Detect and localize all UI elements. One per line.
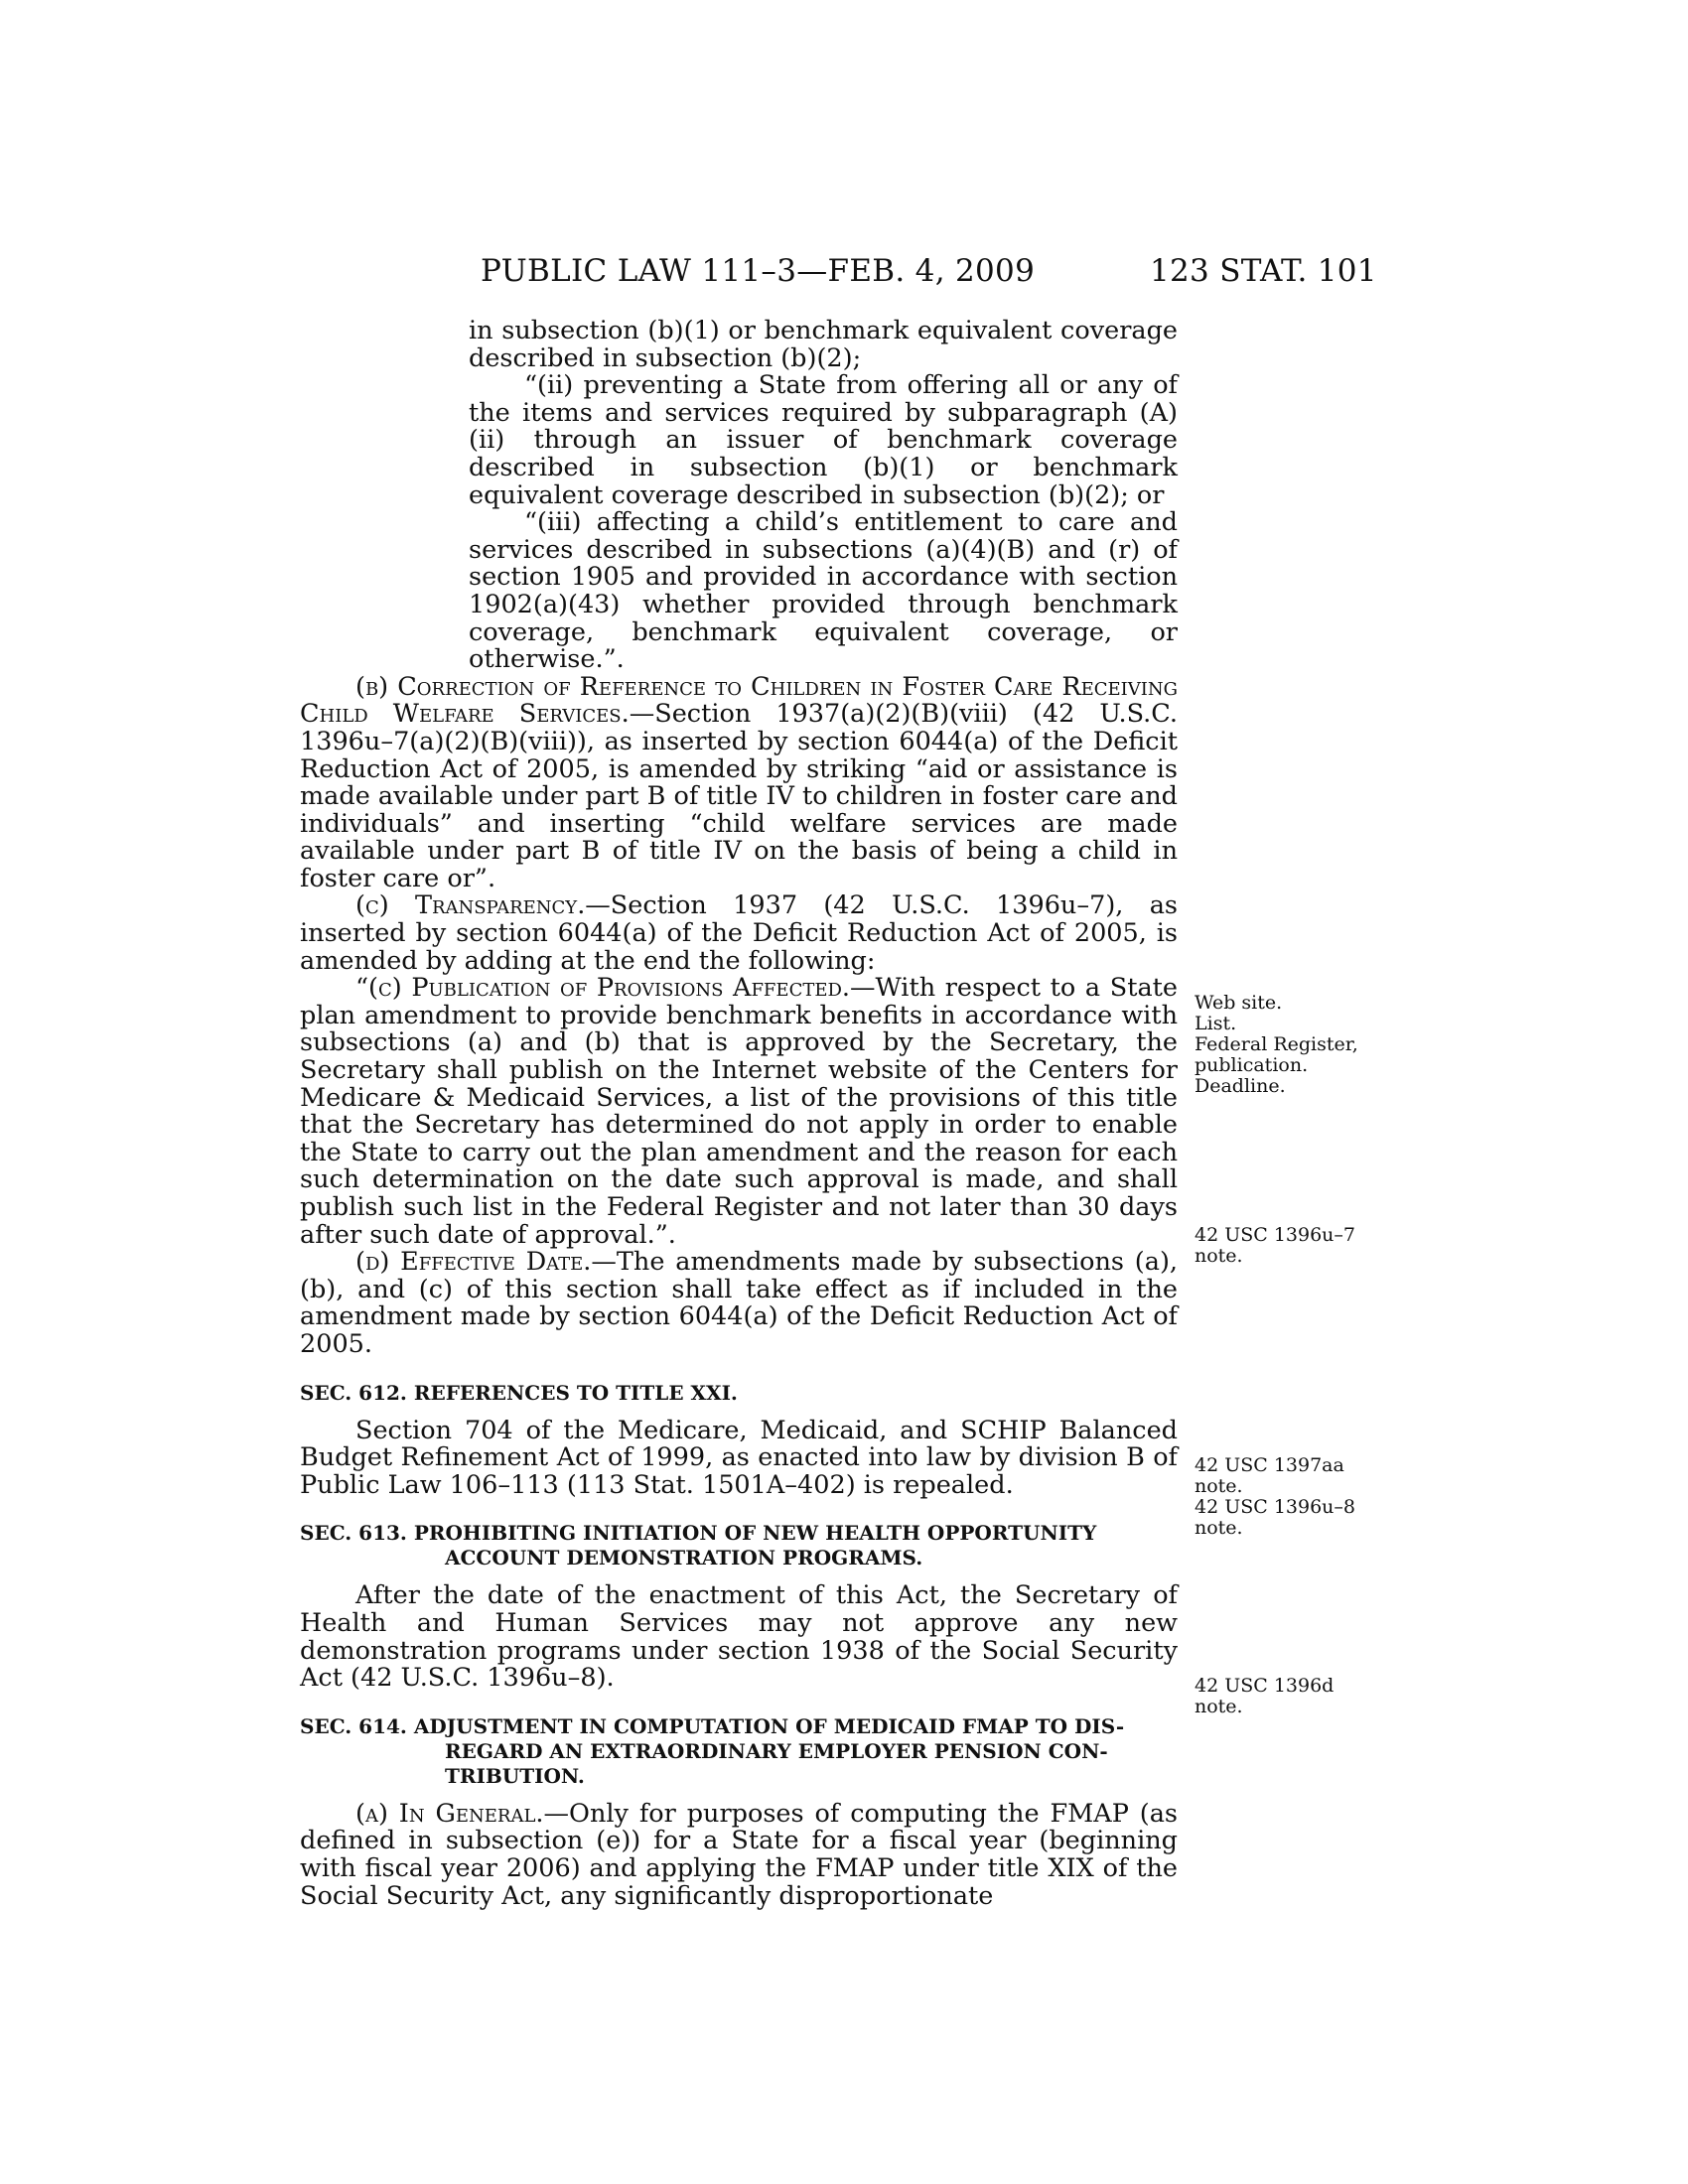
subsection-a-text: —Only for purposes of computing the FMAP (as defined in subsection (e)) for a State for a fiscal year (beginning with fiscal year 2006) and applying the FMAP under title XIX of the Social Security Act, any significantly disproportionate (300, 1798, 1178, 1911)
margin-note-1397aa-1396u-8 (1195, 1455, 1393, 1539)
margin-note-line: note. (1195, 1696, 1243, 1717)
margin-note-line: note. (1195, 1245, 1243, 1267)
margin-note-line: note. (1195, 1475, 1243, 1497)
subsection-b (300, 671, 1178, 893)
subsection-d-text: —The amendments made by subsections (a), (b), and (c) of this section shall take effect as if included in the amendment made by section 6044(a) of the Deficit Reduction Act of 2005. (300, 1247, 1179, 1359)
margin-note-line: 42 USC 1397aa (1195, 1454, 1344, 1476)
margin-note-line: note. (1195, 1517, 1243, 1539)
running-header-right: 123 STAT. 101 (1150, 253, 1377, 289)
subsection-d-heading: (d) Effective Date. (355, 1247, 592, 1278)
clause-iii: “(iii) affecting a child’s entitlement to care and services described in subsections (a)(4)(B) and (r) of section 1905 and provided in accordance with section 1902(a)(43) whether provided through benchmark coverage, benchmark equivalent coverage, or otherwise.”. (469, 507, 1178, 675)
paragraph-continuation: in subsection (b)(1) or benchmark equivalent coverage described in subsection (b)(2); (469, 316, 1178, 373)
subsection-c-text: —Section 1937 (42 U.S.C. 1396u–7), as inserted by section 6044(a) of the Deficit Reduction Act of 2005, is amended by adding at the end the following: (300, 890, 1178, 976)
quoted-subsection-c-heading: “(c) Publication of Provisions Affected. (355, 973, 851, 1004)
subsection-d (300, 1249, 1178, 1358)
margin-note-line: publication. (1195, 1054, 1309, 1076)
running-header-left: PUBLIC LAW 111–3—FEB. 4, 2009 (481, 253, 1036, 289)
margin-note-1396d (1195, 1676, 1393, 1717)
body-text (300, 318, 1178, 1910)
clause-ii: “(ii) preventing a State from offering all or any of the items and services required by subparagraph (A)(ii) through an issuer of benchmark coverage described in subsection (b)(1) or benchmark equivalent coverage described in subsection (b)(2); or (469, 370, 1178, 510)
margin-note-1396u-7 (1195, 1225, 1393, 1267)
subsection-a (300, 1798, 1178, 1911)
margin-note-web-site (1195, 993, 1393, 1097)
section-613-heading (300, 1521, 1178, 1570)
section-612-text: Section 704 of the Medicare, Medicaid, and SCHIP Balanced Budget Refinement Act of 1999, as enacted into law by division B of Public Law 106–113 (113 Stat. 1501A–402) is repealed. (300, 1415, 1178, 1500)
section-614-heading (300, 1714, 1178, 1789)
margin-note-line: Web site. (1195, 992, 1283, 1014)
subsection-b-text: —Section 1937(a)(2)(B)(viii) (42 U.S.C. 1396u–7(a)(2)(B)(viii)), as inserted by section 6044(a) of the Deficit Reduction Act of 2005, is amended by striking “aid or assistance is made available under part B of title IV to children in foster care and individuals” and inserting “child welfare services are made available under part B of title IV on the basis of being a child in foster care or”. (300, 699, 1178, 893)
section-613-heading-line1: SEC. 613. PROHIBITING INITIATION OF NEW HEALTH OPPORTUNITY (300, 1521, 1097, 1546)
quoted-subsection-c-text: —With respect to a State plan amendment to provide benchmark benefits in accordance with subsections (a) and (b) that is approved by the Secretary, the Secretary shall publish on the Internet website of the Centers for Medicare & Medicaid Services, a list of the provisions of this title that the Secretary has determined do not apply in order to enable the State to carry out the plan amendment and the reason for each such determination on the date such approval is made, and shall publish such list in the Federal Register and not later than 30 days after such date of approval.”. (300, 973, 1178, 1250)
section-613-text: After the date of the enactment of this Act, the Secretary of Health and Human Services may not approve any new demonstration programs under section 1938 of the Social Security Act (42 U.S.C. 1396u–8). (300, 1580, 1178, 1694)
subsection-a-heading: (a) In General. (355, 1798, 544, 1829)
margin-note-line: 42 USC 1396u–8 (1195, 1496, 1356, 1518)
quoted-block (300, 318, 1178, 674)
margin-note-line: 42 USC 1396u–7 (1195, 1224, 1356, 1246)
margin-note-line: List. (1195, 1013, 1237, 1034)
margin-note-line: Federal Register, (1195, 1033, 1358, 1055)
section-614-heading-line3: TRIBUTION. (445, 1763, 585, 1788)
subsection-c (300, 892, 1178, 975)
margin-note-line: Deadline. (1195, 1075, 1286, 1097)
subsection-b-heading: (b) Correction of Reference to Children in Foster Care Receiving Child Welfare Services. (300, 671, 1178, 730)
section-613-heading-line2: ACCOUNT DEMONSTRATION PROGRAMS. (445, 1546, 923, 1570)
subsection-c-heading: (c) Transparency. (355, 890, 586, 921)
section-612-heading: SEC. 612. REFERENCES TO TITLE XXI. (300, 1380, 738, 1405)
section-614-heading-line2: REGARD AN EXTRAORDINARY EMPLOYER PENSION CON- (445, 1738, 1108, 1763)
section-614-heading-line1: SEC. 614. ADJUSTMENT IN COMPUTATION OF MEDICAID FMAP TO DIS- (300, 1713, 1125, 1738)
quoted-subsection-c (300, 975, 1178, 1249)
margin-note-line: 42 USC 1396d (1195, 1675, 1335, 1697)
